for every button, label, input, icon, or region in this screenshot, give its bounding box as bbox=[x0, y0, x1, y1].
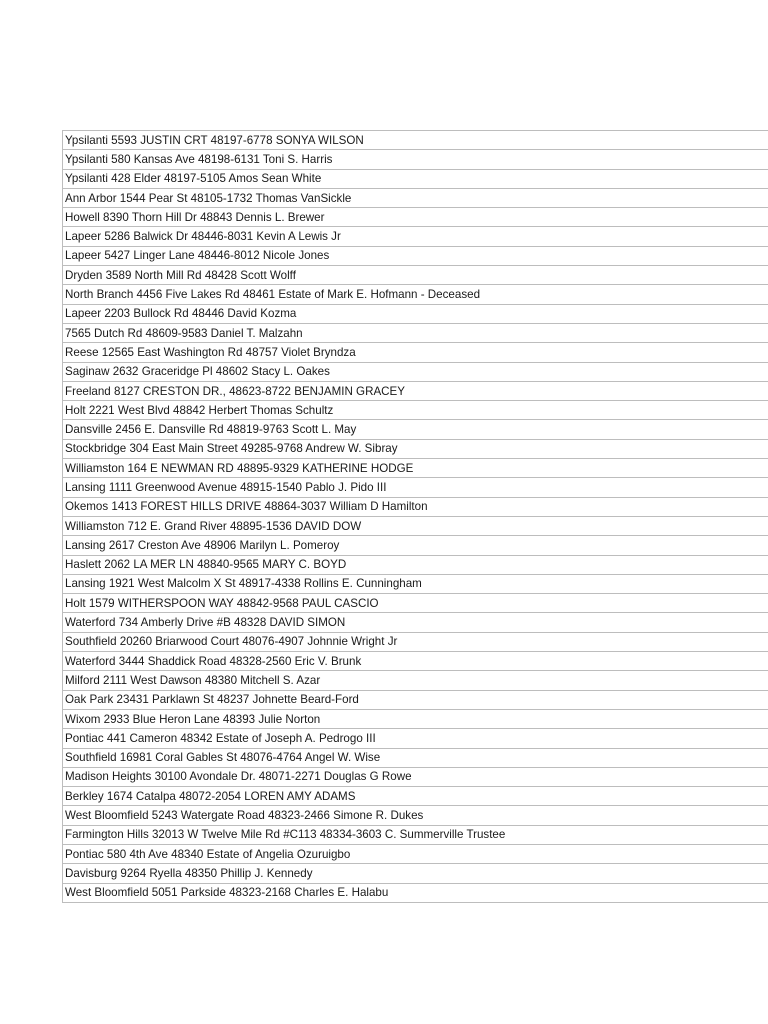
table-row: Lapeer 2203 Bullock Rd 48446 David Kozma bbox=[63, 305, 768, 324]
table-row: West Bloomfield 5051 Parkside 48323-2168 Charles E. Halabu bbox=[63, 884, 768, 903]
table-row: Holt 1579 WITHERSPOON WAY 48842-9568 PAUL CASCIO bbox=[63, 594, 768, 613]
table-row: Ypsilanti 428 Elder 48197-5105 Amos Sean White bbox=[63, 170, 768, 189]
table-row: Pontiac 441 Cameron 48342 Estate of Joseph A. Pedrogo III bbox=[63, 729, 768, 748]
table-row: Reese 12565 East Washington Rd 48757 Violet Bryndza bbox=[63, 343, 768, 362]
table-row: Berkley 1674 Catalpa 48072-2054 LOREN AMY ADAMS bbox=[63, 787, 768, 806]
table-row: Holt 2221 West Blvd 48842 Herbert Thomas Schultz bbox=[63, 401, 768, 420]
table-row: Lapeer 5286 Balwick Dr 48446-8031 Kevin A Lewis Jr bbox=[63, 227, 768, 246]
table-row: Saginaw 2632 Graceridge Pl 48602 Stacy L. Oakes bbox=[63, 363, 768, 382]
table-row: 7565 Dutch Rd 48609-9583 Daniel T. Malzahn bbox=[63, 324, 768, 343]
table-row: Wixom 2933 Blue Heron Lane 48393 Julie Norton bbox=[63, 710, 768, 729]
table-row: Ypsilanti 580 Kansas Ave 48198-6131 Toni S. Harris bbox=[63, 150, 768, 169]
table-row: Lansing 1921 West Malcolm X St 48917-4338 Rollins E. Cunningham bbox=[63, 575, 768, 594]
table-row: Dansville 2456 E. Dansville Rd 48819-9763 Scott L. May bbox=[63, 420, 768, 439]
table-row: Okemos 1413 FOREST HILLS DRIVE 48864-3037 William D Hamilton bbox=[63, 498, 768, 517]
table-row: West Bloomfield 5243 Watergate Road 48323-2466 Simone R. Dukes bbox=[63, 806, 768, 825]
table-row: Stockbridge 304 East Main Street 49285-9768 Andrew W. Sibray bbox=[63, 440, 768, 459]
table-row: Lansing 2617 Creston Ave 48906 Marilyn L. Pomeroy bbox=[63, 536, 768, 555]
table-row: Pontiac 580 4th Ave 48340 Estate of Angelia Ozuruigbo bbox=[63, 845, 768, 864]
table-row: Southfield 20260 Briarwood Court 48076-4907 Johnnie Wright Jr bbox=[63, 633, 768, 652]
table-row: Southfield 16981 Coral Gables St 48076-4764 Angel W. Wise bbox=[63, 749, 768, 768]
table-row: Williamston 712 E. Grand River 48895-1536 DAVID DOW bbox=[63, 517, 768, 536]
table-row: Davisburg 9264 Ryella 48350 Phillip J. Kennedy bbox=[63, 864, 768, 883]
table-row: North Branch 4456 Five Lakes Rd 48461 Estate of Mark E. Hofmann - Deceased bbox=[63, 285, 768, 304]
table-row: Ypsilanti 5593 JUSTIN CRT 48197-6778 SONYA WILSON bbox=[63, 131, 768, 150]
table-row: Haslett 2062 LA MER LN 48840-9565 MARY C. BOYD bbox=[63, 556, 768, 575]
table-row: Lansing 1111 Greenwood Avenue 48915-1540 Pablo J. Pido III bbox=[63, 478, 768, 497]
table-row: Lapeer 5427 Linger Lane 48446-8012 Nicole Jones bbox=[63, 247, 768, 266]
table-row: Madison Heights 30100 Avondale Dr. 48071-2271 Douglas G Rowe bbox=[63, 768, 768, 787]
table-row: Williamston 164 E NEWMAN RD 48895-9329 KATHERINE HODGE bbox=[63, 459, 768, 478]
table-row: Freeland 8127 CRESTON DR., 48623-8722 BENJAMIN GRACEY bbox=[63, 382, 768, 401]
address-list-table bbox=[62, 130, 768, 903]
table-row: Waterford 3444 Shaddick Road 48328-2560 Eric V. Brunk bbox=[63, 652, 768, 671]
table-row: Waterford 734 Amberly Drive #B 48328 DAVID SIMON bbox=[63, 613, 768, 632]
table-row: Howell 8390 Thorn Hill Dr 48843 Dennis L. Brewer bbox=[63, 208, 768, 227]
table-row: Oak Park 23431 Parklawn St 48237 Johnette Beard-Ford bbox=[63, 691, 768, 710]
table-row: Dryden 3589 North Mill Rd 48428 Scott Wolff bbox=[63, 266, 768, 285]
table-row: Milford 2111 West Dawson 48380 Mitchell S. Azar bbox=[63, 671, 768, 690]
table-row: Farmington Hills 32013 W Twelve Mile Rd #C113 48334-3603 C. Summerville Trustee bbox=[63, 826, 768, 845]
table-row: Ann Arbor 1544 Pear St 48105-1732 Thomas VanSickle bbox=[63, 189, 768, 208]
